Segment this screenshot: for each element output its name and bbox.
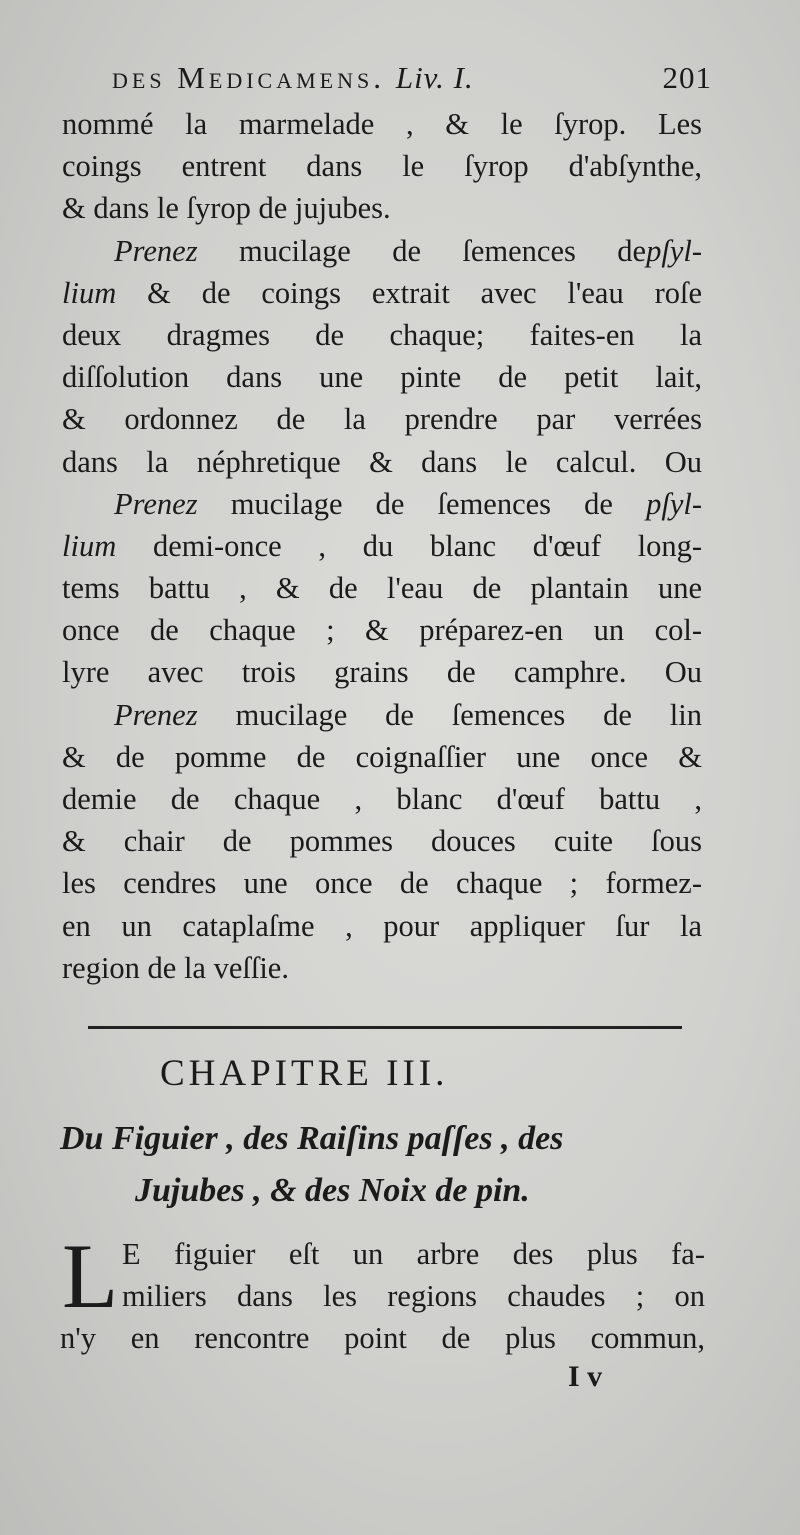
chapter-heading: CHAPITRE III. <box>160 1053 449 1094</box>
text-line: n'y en rencontre point de plus commun, <box>60 1321 705 1355</box>
text-line: nommé la marmelade , & le ſyrop. Les <box>62 107 702 141</box>
page-number: 201 <box>662 60 712 95</box>
signature-mark: I v <box>568 1360 603 1393</box>
text-line: & dans le ſyrop de jujubes. <box>62 191 391 226</box>
recipe-2-line-2: lium demi-once , du blanc d'œuf long- <box>62 528 702 563</box>
chapter-subtitle <box>60 1113 710 1217</box>
chapter-opening-paragraph <box>60 1225 705 1359</box>
text-line: E figuier eſt un arbre des plus fa- <box>122 1237 705 1271</box>
recipe-1-line-3: deux dragmes de chaque; faites-en la <box>62 317 702 352</box>
recipe-2-line-1: Prenez mucilage de ſemences de pſyl- <box>114 486 702 521</box>
recipe-1-line-2: lium & de coings extrait avec l'eau roſe <box>62 275 702 310</box>
recipe-1-line-1: Prenez mucilage de ſemences depſyl- <box>114 233 702 268</box>
recipe-3-line-4: & chair de pommes douces cuite ſous <box>62 824 702 859</box>
recipe-2-line-3: tems battu , & de l'eau de plantain une <box>62 571 702 606</box>
running-head <box>112 60 712 104</box>
recipe-lead: Prenez <box>114 486 198 521</box>
drop-cap: L <box>62 1225 119 1327</box>
chapter-subtitle-line-2: Jujubes , & des Noix de pin. <box>135 1172 530 1209</box>
recipe-3-line-2: & de pomme de coignaſſier une once & <box>62 739 702 774</box>
recipe-lead: Prenez <box>114 233 198 268</box>
recipe-1-line-4: diſſolution dans une pinte de petit lait, <box>62 360 702 395</box>
recipe-3-line-6: en un cataplaſme , pour appliquer ſur la <box>62 908 702 943</box>
recipe-2-line-4: once de chaque ; & préparez-en un col- <box>62 613 702 648</box>
recipe-1-line-5: & ordonnez de la prendre par verrées <box>62 402 702 437</box>
recipe-3-line-7: region de la veſſie. <box>62 950 289 985</box>
text-line: coings entrent dans le ſyrop d'abſynthe, <box>62 149 702 184</box>
body-text <box>62 103 702 989</box>
recipe-3-line-3: demie de chaque , blanc d'œuf battu , <box>62 782 702 816</box>
recipe-lead: Prenez <box>114 697 198 732</box>
recipe-2-line-5: lyre avec trois grains de camphre. Ou <box>62 655 702 690</box>
recipe-1-line-6: dans la néphretique & dans le calcul. Ou <box>62 444 702 479</box>
section-divider <box>88 1026 682 1029</box>
recipe-3-line-1: Prenez mucilage de ſemences de lin <box>114 697 702 732</box>
text-line: miliers dans les regions chaudes ; on <box>122 1279 705 1313</box>
running-head-title: des Medicamens. <box>112 60 385 95</box>
running-head-book: Liv. I. <box>395 60 474 95</box>
recipe-3-line-5: les cendres une once de chaque ; formez- <box>62 866 702 901</box>
chapter-subtitle-line-1: Du Figuier , des Raiſins paſſes , des <box>60 1120 564 1157</box>
